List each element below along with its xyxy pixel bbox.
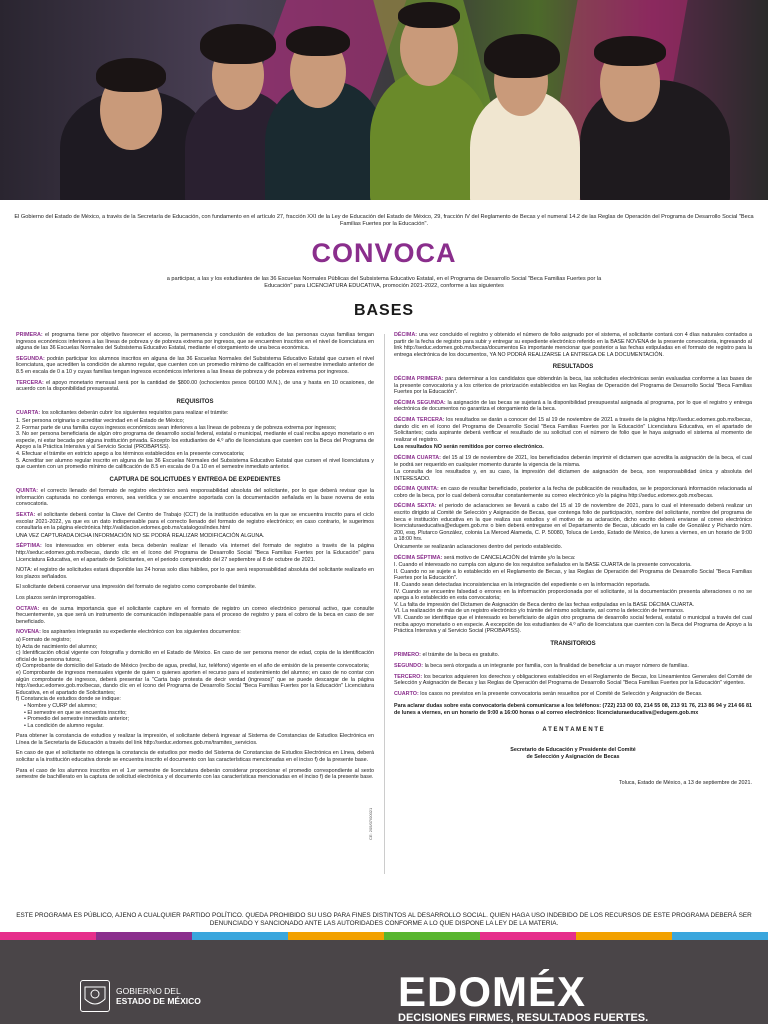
base-text: es de suma importancia que el solicitante capture en el formato de registro un correo electrónico personal activo, que consulte frecuentemente, ya que será un instrumento de comunicación indispensable para el proceso de registro y para el cobro de la beca en caso de ser beneficiado. [16, 605, 375, 625]
base-label: PRIMERA: [16, 332, 43, 338]
brand-slogan: DECISIONES FIRMES, RESULTADOS FUERTES. [398, 1012, 649, 1024]
base-text: UNA VEZ CAPTURADA DICHA INFORMACIÓN NO SE PODRÁ REALIZAR MODIFICACIÓN ALGUNA. [16, 532, 265, 539]
brand-logo: EDOMÉX [398, 968, 587, 1015]
list-item: 2. Formar parte de una familia cuyos ingresos económicos sean inferiores a las líneas de pobreza y de pobreza extrema por ingresos; [16, 424, 337, 431]
legal-notice: ESTE PROGRAMA ES PÚBLICO, AJENO A CUALQUIER PARTIDO POLÍTICO. QUEDA PROHIBIDO SU USO PARA FINES DISTINTOS AL DESARROLLO SOCIAL. QUIEN HAGA USO INDEBIDO DE LOS RECURSOS DE ESTE PROGRAMA DEBERÁ SER DENUNCIADO Y SANCIONADO ANTE LAS AUTORIDADES CONFORME A LO QUE DISPONE LA LEY DE LA MATERIA. [16, 912, 752, 927]
base-label: CUARTO: [394, 690, 419, 697]
base-label: DÉCIMA CUARTA: [394, 454, 441, 461]
list-item: • Promedio del semestre inmediato anterior; [24, 716, 129, 723]
closing-text: A T E N T A M E N T E [542, 726, 604, 733]
list-item: 1. Ser persona originaria o acreditar vecindad en el Estado de México; [16, 417, 185, 424]
list-item: VII. Cuando se identifique que el interesado es beneficiario de algún otro programa de desarrollo social federal, estatal o municipal a través del cual reciba apoyo monetario o en especie. A excepción de los estudiantes de 4.º año de licenciatura que cuenten con la Beca del Programa de Apoyo a la Práctica Intensiva y al Servicio Social (PROBAPISS). [394, 614, 752, 635]
list-item: 4. Efectuar el trámite en estricto apego a los términos establecidos en la presente convocatoria; [16, 450, 245, 457]
contact-text: Para aclarar dudas sobre esta convocatoria deberá comunicarse a los teléfonos: (722) 213 00 03, 214 55 08, 213 91 76, 213 86 94 y 214 66 81 de lunes a viernes, en un horario de 9:00 a 16:00 horas o al correo electrónico: licenciaturaeducativa@edugem.gob.mx [394, 703, 752, 716]
right-column [394, 332, 752, 787]
base-text: el correcto llenado del formato de registro electrónico será responsabilidad absoluta del solicitante, por lo que deberá revisar que la información capturada no contenga errores, sea verídica y se encuentre soportada con la documentación señalada en la base novena de esta convocatoria. [16, 488, 374, 508]
base-text: los solicitantes deberán cubrir los siguientes requisitos para realizar el trámite: [41, 410, 229, 417]
signature-line: de Selección y Asignación de Becas [526, 753, 620, 760]
list-item: I. Cuando el interesado no cumpla con alguno de los requisitos señalados en la BASE CUARTA de la presente convocatoria. [394, 562, 692, 569]
base-label: SEXTA: [16, 512, 36, 519]
base-label: DÉCIMA PRIMERA: [394, 375, 444, 382]
list-item: b) Acta de nacimiento del alumno; [16, 643, 98, 650]
list-item: d) Comprobante de domicilio del Estado de México (recibo de agua, predial, luz, teléfono) vigente en el año de emisión de la presente convocatoria; [16, 663, 370, 670]
hero-photo [0, 0, 768, 200]
base-label: DÉCIMA SEXTA: [394, 503, 437, 510]
base-label: SÉPTIMA: [16, 543, 42, 550]
color-stripe [0, 932, 768, 940]
note-text: Para el caso de los alumnos inscritos en el 1.er semestre de licenciatura deberán considerar proporcionar el promedio correspondiente al sexto semestre de bachillerato en la captura de solicitud electrónica y el documento con las características mencionadas en el inciso f) de la presente base. [16, 767, 374, 781]
base-label: DÉCIMA TERCERA: [394, 416, 445, 423]
base-text: los becarios adquieren los derechos y obligaciones establecidos en el Reglamento de Becas, los Lineamientos Generales del Comité de Selección y Asignación de Becas y las Reglas de Operación del Programa de Desarrollo Social "Beca Familias Fuertes por la Educación" vigentes. [394, 673, 752, 687]
base-label: SEGUNDO: [394, 662, 424, 669]
date-line: Toluca, Estado de México, a 13 de septiembre de 2021. [618, 780, 752, 787]
section-title: CAPTURA DE SOLICITUDES Y ENTREGA DE EXPEDIENTES [109, 476, 281, 483]
note-text: En caso de que el solicitante no obtenga la constancia de estudios por medio del Sistema de Constancias de Estudios Electrónica en Línea, deberá solicitar a la institución educativa donde se encuentra inscrito el documento con las características mencionadas en el inciso f) de la presente base. [16, 750, 374, 764]
list-item: 5. Acreditar ser alumno regular inscrito en alguna de las 36 Escuelas Normales del Subsistema Educativo Estatal que cursen el nivel licenciatura y que cuenten con un promedio mínimo de calificación de 8.5 en escala de 0 a 10 en el semestre inmediato anterior. [16, 457, 374, 471]
section-title: TRANSITORIOS [550, 640, 596, 647]
note-text: Para obtener la constancia de estudios y realizar la impresión, el solicitante deberá ingresar al Sistema de Constancias de Estudios Electrónica en Línea de la Secretaría de Educación a través del link http://seduc.edomex.gob.mx/tramites_servicios. [16, 733, 374, 746]
folio-code: CE: 205/07/00021 [368, 807, 373, 840]
section-title: RESULTADOS [552, 364, 594, 371]
note-text: El solicitante deberá conservar una impresión del formato de registro como comprobante del trámite. [16, 584, 257, 591]
note-text: NOTA: el registro de solicitudes estará disponible las 24 horas solo días hábiles, por lo que será responsabilidad absoluta del solicitante realizarlo en los plazos señalados. [16, 567, 374, 580]
list-item: • El semestre en que se encuentra inscrito; [24, 709, 127, 716]
base-text: el trámite de la beca es gratuito. [422, 652, 500, 659]
note-text: La consulta de los resultados y, en su caso, la impresión del dictamen de asignación de beca, son responsabilidad única y absoluta del INTERESADO. [394, 469, 752, 482]
convoca-text: a participar, a las y los estudiantes de las 36 Escuelas Normales Públicas del Subsistema Educativo Estatal, en el Programa de Desarrollo Social "Beca Familias Fuertes por la Educación" para LICENCIATURA EDUCATIVA, promoción 2021-2022, conforme a las siguientes [166, 276, 602, 289]
base-label: OCTAVA: [16, 605, 40, 612]
note-text: Los resultados NO serán remitidos por correo electrónico. [394, 444, 544, 451]
base-text: será motivo de CANCELACIÓN del trámite y/o la beca: [443, 554, 576, 561]
base-label: CUARTA: [16, 410, 41, 417]
list-item: VI. La realización de más de un registro electrónico y/o trámite del mismo solicitante, así como la detección de hermanos. [394, 608, 685, 615]
list-item: IV. Cuando se encuentre falsedad o errores en la información proporcionada por el solicitante, si la documentación presenta alteraciones o no se apega a lo establecido en esta convocatoria; [394, 588, 752, 602]
base-label: TERCERO: [394, 673, 423, 680]
list-item: II. Cuando no se sujete a lo establecido en el Reglamento de Becas, y las Reglas de Operación del Programa de Desarrollo Social "Beca Familias Fuertes por la Educación". [394, 568, 752, 582]
left-column [16, 332, 374, 785]
intro-text: El Gobierno del Estado de México, a través de la Secretaría de Educación, con fundamento en el artículo 27, fracción XXI de la Ley de Educación del Estado de México, 29, fracción IV del Reglamento de Becas y el numeral 14.2 de las Reglas de Operación del Programa de Desarrollo Social "Beca Familias Fuertes por la Educación". [14, 214, 754, 227]
base-text: en caso de resultar beneficiado, posterior a la fecha de publicación de resultados, se le proporcionará información relacionada al cobro de la beca, por lo cual deberá consultar constantemente su correo electrónico y/o la página http://seduc.edomex.gob.mx/becas. [394, 486, 752, 499]
shield-icon [80, 980, 110, 1012]
bases-title: BASES [353, 302, 415, 319]
list-item: • Nombre y CURP del alumno; [24, 702, 97, 709]
base-label: TERCERA: [16, 379, 44, 386]
page-title: CONVOCA [311, 238, 457, 268]
base-text: el solicitante deberá contar la Clave del Centro de Trabajo (CCT) de la institución educativa en la que se encuentra inscrito para el ciclo escolar 2021-2022, ya que es un dato indispensable para el correcto llenado del formato de registro electrónico; en caso contrario, le sugerimos consultarla en la página electrónica http://validacion.edomex.gob.mx/catalogos/index.html [16, 512, 374, 532]
base-text: la beca será otorgada a un integrante por familia, con la finalidad de beneficiar a un mayor número de familias. [424, 662, 689, 669]
footer-bar [0, 940, 768, 1024]
section-title: REQUISITOS [176, 398, 214, 405]
base-text: el apoyo monetario mensual será por la cantidad de $800.00 (ochocientos pesos 00/100 M.N.), de una y hasta en 10 ocasiones, de acuerdo con la disponibilidad presupuestal. [16, 379, 375, 393]
base-text: los resultados se darán a conocer del 15 al 19 de noviembre de 2021 a través de la página http://seduc.edomex.gob.mx/becas, dando clic en el ícono del Programa de Desarrollo Social "Beca Familias Fuertes por la Educación" Licenciatura Educativa, en el apartado de Solicitantes; cada aspirante deberá verificar el resultado de su solicitud con el número de folio que le haya asignado el sistema al momento de realizar el registro. [394, 416, 752, 443]
base-text: para determinar a los candidatos que obtendrán la beca, las solicitudes electrónicas serán evaluadas conforme a las bases de la presente convocatoria y a los criterios de priorización establecidos en las Reglas de Operación del Programa de Desarrollo Social "Beca Familias Fuertes por la Educación". [394, 375, 753, 396]
list-item: a) Formato de registro; [16, 636, 71, 643]
base-text: el programa tiene por objetivo favorecer el acceso, la permanencia y conclusión de estudios de las personas cuyas familias tengan ingresos económicos inferiores a las líneas de pobreza y de pobreza extrema por ingresos, que se encuentren inscritos en el nivel de licenciatura en alguna de las 36 Escuelas Normales del Subsistema Educativo Estatal, mediante el otorgamiento de una beca económica. [16, 332, 374, 352]
base-text: podrán participar los alumnos inscritos en alguna de las 36 Escuelas Normales del Subsistema Educativo Estatal que cursen el nivel licenciatura, que acrediten la condición de alumno regular, que cuenten con un promedio mínimo de calificación en el semestre inmediato anterior de 8.5 en escala de 0 a 10 y cuyas familias tengan ingresos económicos inferiores a las líneas de pobreza y de pobreza extrema por ingresos. [16, 355, 375, 375]
signature-line: Secretario de Educación y Presidente del Comité [510, 747, 636, 754]
base-text: una vez concluido el registro y obtenido el número de folio asignado por el sistema, el solicitante contará con 4 días naturales contados a partir de la fecha de registro para subir y entregar su expediente electrónico referido en la BASE NOVENA de la presente convocatoria, ingresando al link http://seduc.edomex.gob.mx/becas/documentos Es importante mencionar que posterior a las fechas estipuladas en el formato de registro para la entrega electrónica de los documentos, YA NO PODRÁ REALIZARSE LA ENTREGA DE LA DOCUMENTACIÓN. [394, 332, 753, 358]
list-item: f) Constancia de estudios donde se indique: [16, 696, 121, 703]
list-item: III. Cuando sean detectadas inconsistencias en la integración del expediente o en la información reportada. [394, 582, 651, 588]
note-text: Únicamente se realizarán aclaraciones dentro del periodo establecido. [394, 544, 563, 551]
list-item: • La condición de alumno regular. [24, 722, 104, 729]
list-item: V. La falta de impresión del Dictamen de Asignación de Beca dentro de las fechas estipuladas en la BASE DÉCIMA CUARTA. [394, 601, 695, 608]
base-label: DÉCIMA SÉPTIMA: [394, 554, 443, 561]
base-text: los interesados en obtener esta beca deberán realizar el llenado vía internet del formato de registro a través de la página http://seduc.edomex.gob.mx/becas, dando clic en el ícono del Programa de Desarrollo Social "Beca Familias Fuertes por la Educación" para Licenciatura Educativa, en el apartado de Solicitantes, en el periodo comprendido del 27 septiembre al 8 de octubre de 2021. [16, 543, 374, 563]
base-text: el periodo de aclaraciones se llevará a cabo del 15 al 19 de noviembre de 2021, para lo cual el interesado deberá realizar un escrito dirigido al Comité de Selección y Asignación de Becas, que contenga folio de participación, nombre del solicitante, nombre del programa de beca e institución educativa en la que realiza sus estudios y el motivo de su aclaración, dicho escrito deberá enviarse al correo electrónico licenciaturaeducativa@edugem.gob.mx o bien deberá entregarse en el Departamento de Becas, ubicado en la calle de González y Pichardo núm. 200, esq. Plutarco González, colonia La Merced Alameda, C. P. 50080, Toluca de Lerdo, Estado de México, de lunes a viernes, en un horario de 9:00 a 18:00 hrs. [394, 503, 752, 543]
base-text: los aspirantes integrarán su expediente electrónico con los siguientes documentos: [42, 629, 241, 636]
list-item: e) Comprobante de ingresos mensuales vigente de quien o quienes aporten el recurso para el sostenimiento del alumno; en caso de no contar con algún comprobante de ingresos, deberá presentar la "Carta bajo protesta de decir verdad (ingresos)" que se puede descargar de la página http://seduc.edomex.gob.mx/becas, dando clic en el ícono del Programa de Desarrollo Social "Beca Familias Fuertes por la Educación" Licenciatura Educativa, en el apartado de Solicitantes; [16, 669, 374, 696]
list-item: 3. No ser persona beneficiaria de algún otro programa de desarrollo social federal, estatal o municipal, mediante el cual reciba apoyo monetario o en especie, ni estar becada por alguna institución privada. Excepto los estudiantes de 4.º año de licenciatura que cuenten con la Beca del Programa de Apoyo a la Práctica Intensiva y al Servicio Social (PROBAPISS). [16, 431, 374, 451]
base-label: SEGUNDA: [16, 355, 45, 362]
base-text: la asignación de las becas se sujetará a la disponibilidad presupuestal asignada al programa, por lo que el registro y entrega electrónica de documentos no garantiza el otorgamiento de la beca. [394, 399, 753, 413]
gobierno-line2: ESTADO DE MÉXICO [116, 996, 201, 1006]
base-label: DÉCIMA QUINTA: [394, 486, 439, 493]
column-divider [384, 334, 385, 874]
note-text: Los plazos serán improrrogables. [16, 595, 96, 601]
base-label: DÉCIMA: [394, 332, 418, 338]
base-text: los casos no previstos en la presente convocatoria serán resueltos por el Comité de Selección y Asignación de Becas. [420, 690, 703, 697]
base-label: NOVENA: [16, 629, 41, 636]
gobierno-line1: GOBIERNO DEL [116, 986, 181, 996]
base-label: QUINTA: [16, 488, 39, 495]
base-label: DÉCIMA SEGUNDA: [394, 399, 446, 406]
base-text: del 15 al 19 de noviembre de 2021, los beneficiados deberán imprimir el dictamen que acredita la asignación de la beca, el cual le podrá ser requerido en cualquier momento durante la vigencia de la misma. [394, 454, 752, 468]
base-label: PRIMERO: [394, 652, 421, 659]
list-item: c) Identificación oficial vigente con fotografía y domicilio en el Estado de México. En caso de ser persona menor de edad, copia de la identificación oficial de la persona tutora; [16, 650, 374, 663]
